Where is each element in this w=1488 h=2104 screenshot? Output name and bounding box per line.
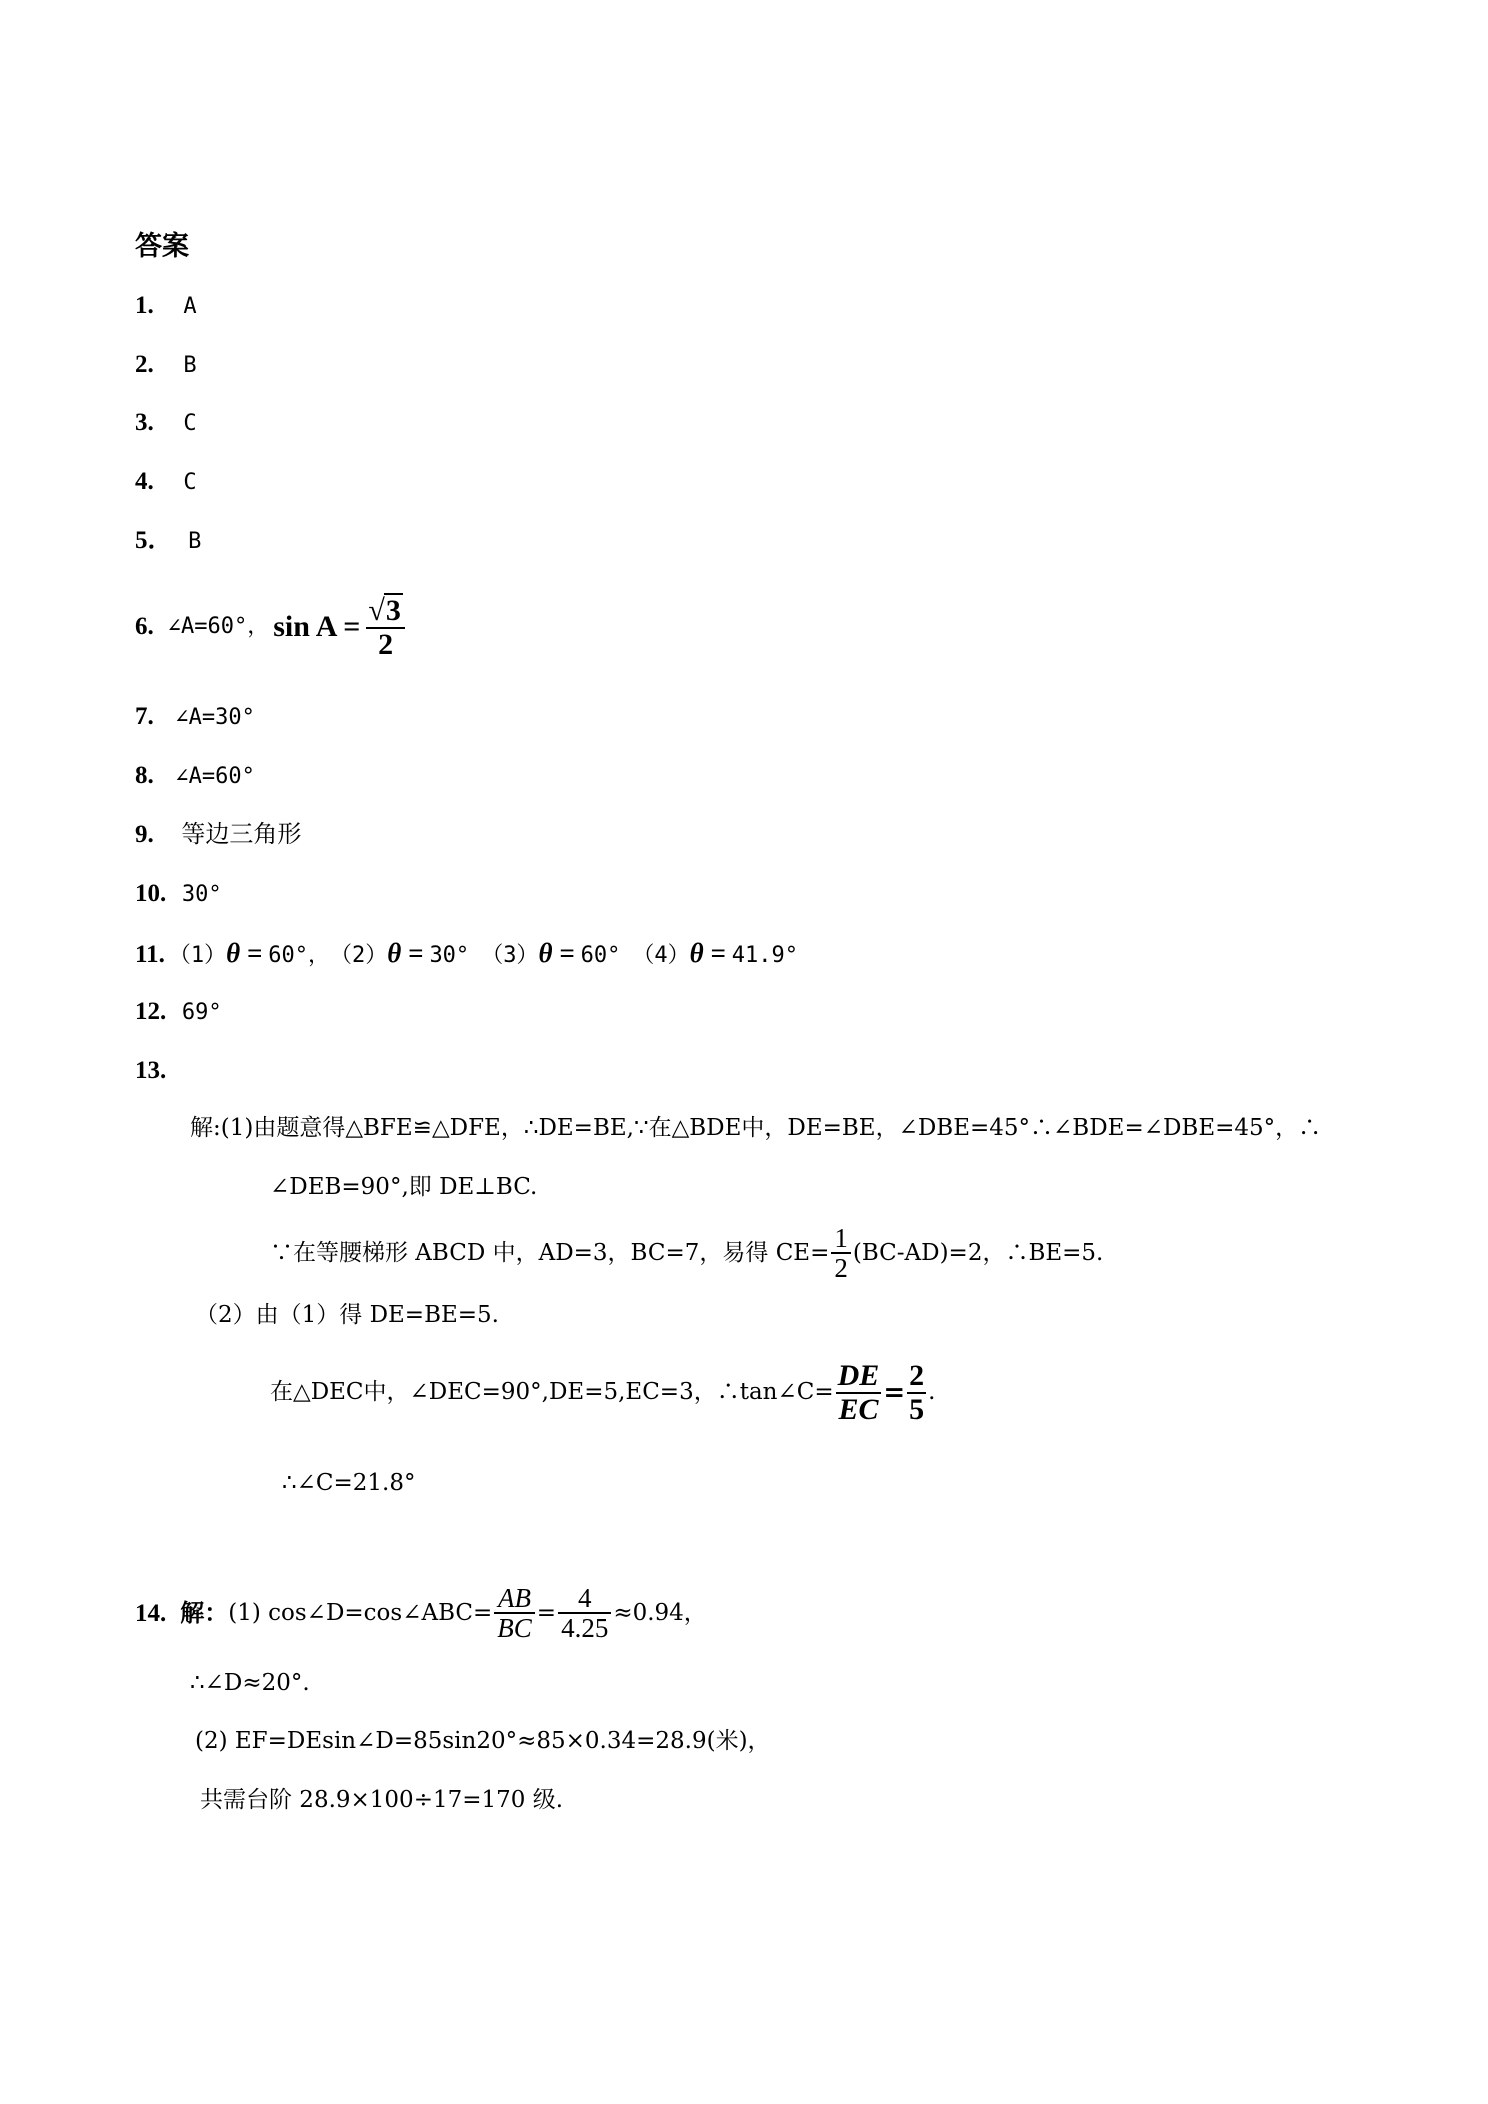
answer-text: ∠A=60°，: [167, 613, 270, 639]
answer-12: [135, 999, 222, 1024]
text-segment: (BC-AD)=2，∴BE=5.: [852, 1239, 1104, 1266]
answer-number: 2.: [135, 351, 154, 378]
answer-14: [135, 1584, 707, 1643]
sin-label: sin A =: [273, 609, 361, 643]
theta-symbol: θ =: [689, 938, 726, 968]
solution-label: 解：: [180, 1599, 229, 1628]
text-segment: ∵在等腰梯形 ABCD 中，AD=3，BC=7，易得 CE=: [270, 1239, 830, 1266]
answer-number: 6.: [135, 613, 154, 640]
half-fraction: [831, 1224, 851, 1283]
answer-text: ∠A=30°: [175, 705, 255, 730]
fraction-denominator: 2: [378, 627, 394, 661]
theta-symbol: θ =: [226, 938, 263, 968]
period: .: [928, 1379, 936, 1405]
theta-symbol: θ =: [387, 938, 424, 968]
four-over-425-fraction: [558, 1584, 611, 1643]
answer-heading: 答案: [135, 231, 189, 262]
part-label: （4）: [632, 943, 690, 968]
answer-number: 5．: [135, 527, 173, 554]
answer-text: C: [183, 411, 197, 436]
answer-text: 30°: [181, 882, 222, 907]
answer-text: B: [188, 529, 202, 554]
answer-6: [135, 593, 407, 660]
answer-3: [135, 410, 197, 435]
answer-9: [135, 822, 301, 847]
sqrt-symbol: √3: [368, 594, 401, 627]
q14-solution-line-4: 共需台阶 28.9×100÷17=170 级.: [200, 1787, 564, 1813]
answer-number: 8.: [135, 762, 154, 789]
q14-solution-line-2: ∴∠D≈20°.: [190, 1670, 310, 1696]
answer-11: [135, 940, 798, 967]
q13-solution-line-1: 解:(1)由题意得△BFE≌△DFE，∴DE=BE,∵在△BDE中，DE=BE，∠DBE=45°∴∠BDE=∠DBE=45°，∴: [190, 1115, 1322, 1141]
answer-7: [135, 704, 255, 729]
part-value: 41.9°: [731, 943, 798, 968]
q13-solution-line-2: ∠DEB=90°,即 DE⊥BC.: [270, 1174, 538, 1200]
two-fifths-fraction: [907, 1360, 926, 1425]
answer-number: 7.: [135, 703, 154, 730]
answer-number: 10.: [135, 880, 167, 907]
answer-1: [135, 293, 197, 318]
equals-sign: =: [536, 1599, 557, 1626]
text-segment: (1) cos∠D=cos∠ABC=: [228, 1599, 493, 1626]
answer-number: 3.: [135, 409, 154, 436]
fraction-denominator: 5: [909, 1392, 925, 1426]
de-over-ec-fraction: [836, 1360, 882, 1425]
q13-solution-line-4: （2）由（1）得 DE=BE=5.: [195, 1302, 499, 1328]
answer-5: [135, 528, 201, 553]
part-value: 30°: [429, 943, 470, 968]
answer-text: ∠A=60°: [175, 764, 255, 789]
answer-number: 1.: [135, 292, 154, 319]
fraction-denominator: BC: [497, 1613, 532, 1644]
answer-text: A: [183, 294, 197, 319]
answer-text: 等边三角形: [181, 820, 302, 848]
q13-solution-line-6: ∴∠C=21.8°: [282, 1470, 416, 1496]
part-value: 60°: [580, 943, 621, 968]
answer-2: [135, 352, 197, 377]
answer-text: C: [183, 470, 197, 495]
answer-13: [135, 1058, 166, 1083]
sqrt3-over-2-fraction: [366, 593, 404, 660]
ab-over-bc-fraction: [494, 1584, 535, 1643]
fraction-numerator: 2: [909, 1359, 925, 1392]
answer-number: 11.: [135, 941, 165, 968]
answer-number: 9.: [135, 821, 154, 848]
fraction-numerator: 1: [831, 1224, 851, 1254]
q13-solution-line-3: [270, 1224, 1103, 1283]
text-segment: ≈0.94，: [613, 1599, 707, 1626]
answer-number: 13.: [135, 1057, 167, 1084]
fraction-denominator: 4.25: [561, 1613, 609, 1644]
answer-text: 69°: [181, 1000, 222, 1025]
theta-symbol: θ =: [538, 938, 575, 968]
part-label: （3）: [481, 943, 539, 968]
q14-solution-line-3: (2) EF=DEsin∠D=85sin20°≈85×0.34=28.9(米)，: [195, 1728, 771, 1754]
fraction-denominator: EC: [838, 1392, 879, 1426]
answer-10: [135, 881, 222, 906]
q13-solution-line-5: [270, 1360, 935, 1425]
part-label: （1）: [168, 943, 227, 968]
answer-text: B: [183, 353, 197, 378]
text-segment: 在△DEC中，∠DEC=90°,DE=5,EC=3，∴tan∠C=: [270, 1379, 834, 1405]
answer-number: 4.: [135, 468, 154, 495]
part-label: （2）: [330, 943, 388, 968]
fraction-denominator: 2: [834, 1253, 848, 1284]
fraction-numerator: DE: [837, 1359, 880, 1392]
equals-sign: =: [883, 1377, 906, 1408]
part-value: 60°，: [268, 943, 331, 968]
answer-number: 12.: [135, 998, 167, 1025]
fraction-numerator: 4: [558, 1584, 611, 1614]
answer-number: 14.: [135, 1599, 167, 1627]
fraction-numerator: AB: [494, 1584, 535, 1614]
answer-4: [135, 469, 197, 494]
answer-8: [135, 763, 255, 788]
radicand: 3: [385, 594, 401, 627]
